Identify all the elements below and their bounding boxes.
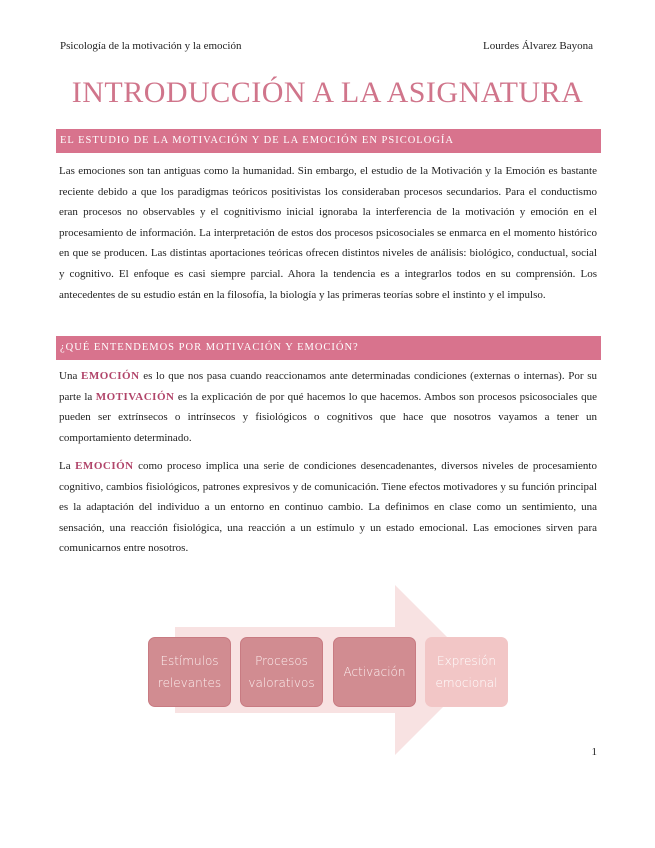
process-diagram — [140, 585, 510, 755]
text-run: es lo que nos pasa cuando reaccionamos ante determinadas condiciones (externas o internas). Por su parte la — [59, 370, 597, 403]
step-label-line1: Expresión — [437, 654, 496, 668]
step-label-line2: relevantes — [157, 676, 222, 690]
keyword-emocion: EMOCIÓN — [81, 370, 140, 382]
step-procesos-valorativos — [240, 637, 323, 707]
page-number: 1 — [591, 746, 597, 758]
text-run: como proceso implica una serie de condiciones desencadenantes, diversos niveles de procesamiento cognitivo, cambios fisiológicos, patrones expresivos y de comunicación. Tiene efectos motivadores y su función principal es la adaptación del individuo a un entorno en continuo cambio. La definimos en clase como un sentimiento, una sensación, una reacción fisiológica, una reacción a un estímulo y un estado emocional. Las emociones sirven para comunicarnos entre nosotros. — [59, 460, 597, 555]
step-label-line1: Estímulos — [160, 654, 219, 668]
section-paragraph-estudio: Las emociones son tan antiguas como la humanidad. Sin embargo, el estudio de la Motivación y la Emoción es bastante reciente debido a que los paradigmas teóricos positivistas los consideraban procesos secundarios. Para el conductismo eran procesos no observables y el cognitivismo inicial ignoraba la interferencia de la motivación y emoción en el procesamiento de información. La interpretación de estos dos procesos psicosociales se enmarca en el momento histórico en que se producen. Las distintas aportaciones teóricas ofrecen distintos niveles de análisis: biológico, conductual, social y cognitivo. El enfoque es casi siempre parcial. Ahora la tendencia es a integrarlos todos en su comprensión. Los antecedentes de su estudio están en la filosofía, la biología y las primeras teorías sobre el instinto y el impulso. — [59, 165, 597, 301]
text-run: La — [59, 460, 76, 472]
paragraph-emocion-proceso — [59, 456, 597, 559]
step-label-line2: emocional — [435, 676, 498, 690]
header-document-title: Psicología de la motivación y la emoción — [60, 40, 242, 52]
section-heading-definiciones: ¿QUÉ ENTENDEMOS POR MOTIVACIÓN Y EMOCIÓN? — [56, 336, 601, 360]
header-author: Lourdes Álvarez Bayona — [483, 40, 593, 52]
step-label-line2: valorativos — [248, 676, 315, 690]
section-heading-estudio: EL ESTUDIO DE LA MOTIVACIÓN Y DE LA EMOCIÓN EN PSICOLOGÍA — [56, 129, 601, 153]
keyword-emocion: EMOCIÓN — [75, 460, 134, 472]
paragraph-definiciones — [59, 366, 597, 448]
step-activacion — [333, 637, 416, 707]
page-title: INTRODUCCIÓN A LA ASIGNATURA — [71, 76, 584, 109]
step-label-line1: Procesos — [255, 654, 308, 668]
step-expresion-emocional — [425, 637, 508, 707]
text-run: es la explicación de por qué hacemos lo que hacemos. Ambos son procesos psicosociales que pueden ser extrínsecos o intrínsecos y fisiológicos o cognitivos que hace que nosotros vayamos a tener un comportamiento determinado. — [59, 390, 597, 444]
step-estimulos-relevantes — [148, 637, 231, 707]
keyword-motivacion: MOTIVACIÓN — [95, 390, 175, 403]
text-run: Una — [59, 370, 82, 382]
step-label-line1: Activación — [343, 665, 406, 679]
